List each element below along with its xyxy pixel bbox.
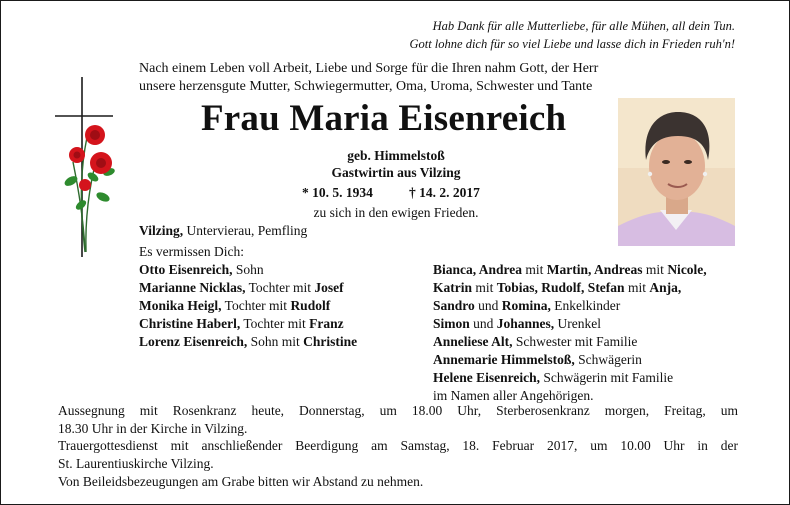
mourner-text: Tobias, Rudolf, Stefan [496, 280, 625, 295]
mourner-text: und [474, 298, 502, 313]
mourner-line [139, 297, 357, 315]
mourner-text: Annemarie Himmelstoß, [433, 352, 575, 367]
deceased-name: Frau Maria Eisenreich [201, 98, 567, 139]
mourner-text: Simon [433, 316, 470, 331]
mourner-text: Anja, [649, 280, 682, 295]
mourner-text: Sandro [433, 298, 475, 313]
footer-line-2: 18.30 Uhr in der Kirche in Vilzing. [58, 421, 248, 436]
mourner-text: Katrin [433, 280, 472, 295]
mourner-text: Monika Heigl, [139, 298, 222, 313]
footer-line-4: St. Laurentiuskirche Vilzing. [58, 456, 214, 471]
occupation: Gastwirtin aus Vilzing [331, 165, 461, 180]
mourner-text: mit [522, 262, 547, 277]
mourner-text: Franz [309, 316, 344, 331]
mourner-text: Johannes, [496, 316, 555, 331]
footer-line-1: Aussegnung mit Rosenkranz heute, Donnerstag, um 18.00 Uhr, Sterberosenkranz morgen, Freitag, um [58, 403, 738, 418]
mourner-text: Lorenz Eisenreich, [139, 334, 248, 349]
mourner-text: Helene Eisenreich, [433, 370, 540, 385]
mourner-line [139, 315, 357, 333]
mourner-text: Christine [303, 334, 358, 349]
mourner-text: Romina, [501, 298, 551, 313]
mourner-text: Anneliese Alt, [433, 334, 513, 349]
mourner-text: Schwester mit Familie [512, 334, 638, 349]
death-date: † 14. 2. 2017 [409, 185, 480, 200]
mourner-text: Tochter mit [245, 280, 315, 295]
mourners-heading: Es vermissen Dich: [139, 244, 244, 259]
mourner-line [139, 261, 357, 279]
mourner-text: Tochter mit [240, 316, 310, 331]
mourner-text: mit [472, 280, 497, 295]
mourner-line [433, 369, 707, 387]
mourner-text: Enkelkinder [550, 298, 621, 313]
mourner-text: mit [642, 262, 668, 277]
portrait-photo [618, 98, 735, 246]
mourner-text: Martin, Andreas [546, 262, 643, 277]
mourner-text: Schwägerin mit Familie [540, 370, 674, 385]
mourner-text: mit [624, 280, 650, 295]
mourners-left-column [139, 261, 357, 351]
mourner-text: Sohn [232, 262, 264, 277]
mourner-line [433, 351, 707, 369]
birth-name: geb. Himmelstoß [347, 148, 445, 163]
mourner-line [139, 333, 357, 351]
footer-line-5: Von Beileidsbezeugungen am Grabe bitten wir Abstand zu nehmen. [58, 474, 424, 489]
place-rest: Untervierau, Pemfling [183, 223, 308, 238]
intro-line-2: unsere herzensgute Mutter, Schwiegermutter, Oma, Uroma, Schwester und Tante [139, 79, 593, 94]
mourner-line [433, 261, 707, 279]
mourner-line [139, 279, 357, 297]
mourner-text: Tochter mit [221, 298, 291, 313]
intro-line-1: Nach einem Leben voll Arbeit, Liebe und Sorge für die Ihren nahm Gott, der Herr [139, 61, 599, 76]
mourner-text: Josef [314, 280, 344, 295]
places-line [139, 222, 307, 240]
poem-line-2: Gott lohne dich für so viel Liebe und lasse dich in Frieden ruh'n! [409, 37, 735, 51]
mourner-text: Christine Haberl, [139, 316, 241, 331]
mourner-line [433, 279, 707, 297]
peace-line: zu sich in den ewigen Frieden. [313, 205, 479, 220]
mourner-text: Schwägerin [574, 352, 642, 367]
mourner-text: und [469, 316, 497, 331]
birth-date: * 10. 5. 1934 [302, 185, 373, 200]
mourner-line [433, 297, 707, 315]
mourners-right-column [433, 261, 707, 405]
mourner-text: Nicole, [667, 262, 707, 277]
mourner-text: Rudolf [290, 298, 331, 313]
mourner-line [433, 333, 707, 351]
poem-line-1: Hab Dank für alle Mutterliebe, für alle Mühen, all dein Tun. [432, 19, 735, 33]
mourner-line [433, 315, 707, 333]
mourner-text: Marianne Nicklas, [139, 280, 246, 295]
mourner-text: Urenkel [554, 316, 602, 331]
footer-line-3: Trauergottesdienst mit anschließender Beerdigung am Samstag, 18. Februar 2017, um 10.00 Uhr in der [58, 438, 738, 453]
mourner-text: Bianca, Andrea [433, 262, 523, 277]
mourner-text: im Namen aller Angehörigen. [433, 388, 594, 403]
cross-with-roses-icon [53, 77, 133, 257]
mourner-text: Otto Eisenreich, [139, 262, 233, 277]
place-main: Vilzing, [139, 223, 184, 238]
mourner-text: Sohn mit [247, 334, 304, 349]
